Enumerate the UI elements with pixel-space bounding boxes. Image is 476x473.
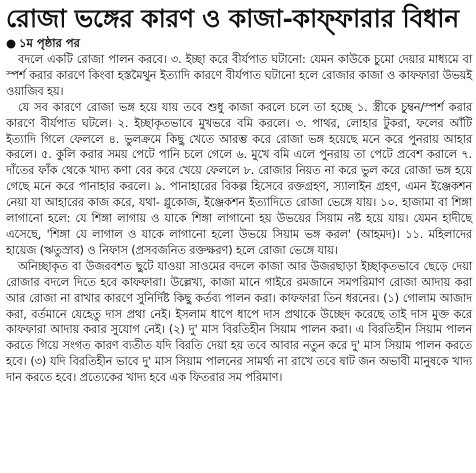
article-body <box>6 52 472 386</box>
body-paragraph-1: বদলে একটি রোজা পালন করবে। ৩. ইচ্ছা করে বীর্যপাত ঘটানো: যেমন কাউকে চুমো দেয়ার মাধ্যমে বা স্পর্শ করার কারণে কিংবা হস্তমৈথুন ইত্যাদি কারণে বীর্যপাত ঘটানো হলে রোজার কাজা ও কাফফারা উভয়ই ওয়াজিব হয়। <box>6 52 472 98</box>
bullet-icon: ● <box>6 36 17 50</box>
body-paragraph-2: যে সব কারণে রোজা ভঙ্গ হয়ে যায় তবে শুধু কাজা করলে চলে তা হচ্ছে ১. স্ত্রীকে চুম্বন/স্পর্শ করার কারণে বীর্যপাত ঘটলে। ২. ইচ্ছাকৃতভাবে মুখভরে বমি করলে। ৩. পাথর, লোহার টুকরা, ফলের আঁটি ইত্যাদি গিলে ফেললে ৪. ভুলক্রমে কিছু খেতে আরম্ভ করে রোজা ভঙ্গ হয়েছে মনে করে পুনরায় আহার করলে। ৫. কুলি করার সময় পেটে পানি চলে গেলে ৬. মুখে বমি এলে পুনরায় তা পেটে প্রবেশ করালে ৭. দাঁতের ফাঁক থেকে খাদ্য কণা বের করে খেয়ে ফেললে ৮. রোজার নিয়ত না করে ভুল করে রোজা ভঙ্গ হয়ে গেছে মনে করে পানাহার করলে। ৯. পানাহারের বিকল্প হিসেবে রক্তগ্রহণ, স্যালাইন গ্রহণ, এমন ইঞ্জেকশন নেয়া যা আহারের কাজ করে, যথা- গ্লুকোজ, ইঞ্জেকশন ইত্যাদিতে রোজা ভেঙ্গে যায়। ১০. হাজামা বা শিঙ্গা লাগানো হলে: যে শিঙ্গা লাগায় ও যাকে শিঙ্গা লাগানো হয় উভয়ের সিয়াম নষ্ট হয়ে যায়। যেমন হাদীছে এসেছে, 'শিঙ্গা যে লাগাল ও যাকে লাগানো হলো উভয়ে সিয়াম ভঙ্গ করল' (আহমদ)। ১১. মহিলাদের হায়েজ (ঋতুস্রাব) ও নিফাস (প্রসবজনিত রক্তক্ষরণ) হলে রোজা ভেঙ্গে যায়। <box>6 99 472 257</box>
continued-from-line <box>6 36 472 51</box>
continued-label: ১ম পৃষ্ঠার পর <box>19 36 80 50</box>
article-headline: রোজা ভঙ্গের কারণ ও কাজা-কাফ্‌ফারার বিধান <box>6 4 459 33</box>
body-paragraph-3: অনিচ্ছাকৃত বা উজরবশত ছুটে যাওয়া সাওমের বদলে কাজা আর উজরছাড়া ইচ্ছাকৃতভাবে ছেড়ে দেয়া রোজার বদলে দিতে হবে কাফফারা। উল্লেখ্য, কাজা মানে গাইরে রমজানে সমপরিমাণ রোজা আদায় করা আর রোজা না রাখার কারণে সুনির্দিষ্ট কিছু কর্তব্য পালন করা। কাফফারা তিন ধরনের। (১) গোলাম আজাদ করা, বর্তমানে যেহেতু দাস প্রথা নেই। ইসলাম ধাপে ধাপে দাস প্রথাকে উচ্ছেদ করেছে তাই দাস মুক্ত করে কাফফারা আদায় করার সুযোগ নেই। (২) দু' মাস বিরতিহীন সিয়াম পালন করা। এ বিরতিহীন সিয়াম পালন করতে গিয়ে সংগত কারণ ব্যতীত যদি বিরতি দেয়া হয় তবে আবার নতুন করে দু' মাস সিয়াম পালন করতে হবে। (৩) যদি বিরতিহীন ভাবে দু' মাস সিয়াম পালনের সামর্থ্য না রাখে তবে ষাট জন অভাবী মানুষকে খাদ্য দান করতে হবে। প্রত্যেকের খাদ্য হবে এক ফিতরার সম পরিমাণ। <box>6 258 472 385</box>
